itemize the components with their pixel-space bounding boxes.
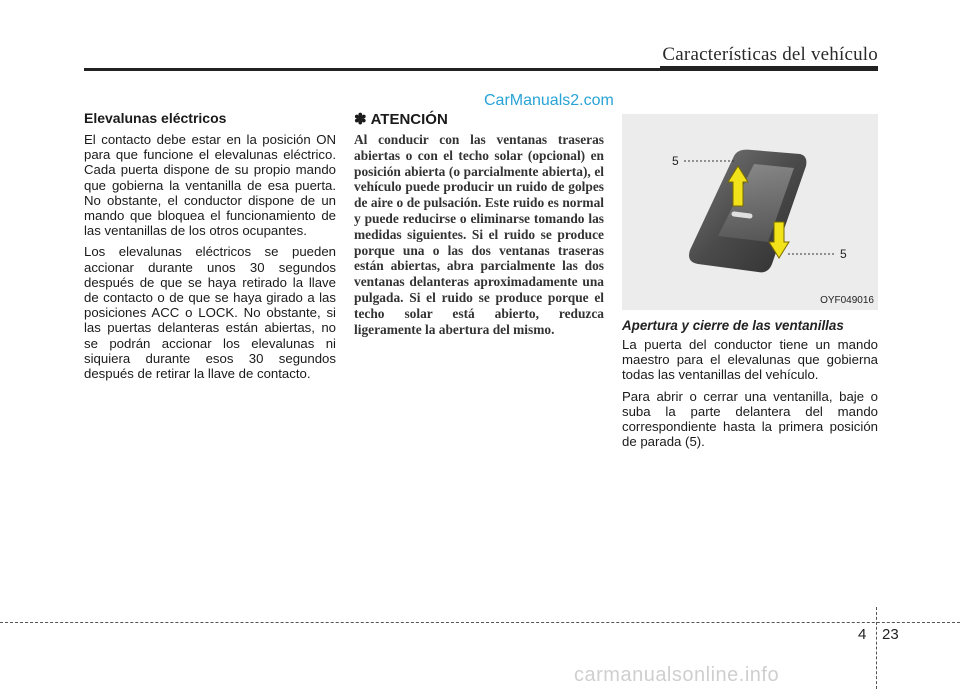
attention-text: Al conducir con las ventanas traseras abiertas o con el techo solar (opcional) en posición abierta (o parcialmente abierta), el vehículo puede producir un ruido de golpes de aire o de pulsación. Este ruido es normal y puede reducirse o eliminarse tomando las medidas siguientes. Si el ruido se produce porque una o las dos ventanas traseras están abiertas, abra parcialmente las dos ventanas delanteras aproximadamente una pulgada. Si el ruido se produce porque el techo solar está abierto, reduzca ligeramente la abertura del mismo. <box>354 132 604 337</box>
attention-heading <box>354 110 604 128</box>
footer-divider <box>876 607 877 689</box>
paragraph-1: El contacto debe estar en la posición ON para que funcione el elevalunas eléctrico. Cada puerta dispone de su propio mando que gobierna la ventanilla de esa puerta. No obstante, el conductor dispone de un mando que bloquea el funcionamiento de las ventanillas de los otros ocupantes. <box>84 132 336 239</box>
figure-caption: Apertura y cierre de las ventanillas <box>622 318 844 333</box>
column-left <box>84 110 336 387</box>
column-middle <box>354 110 604 337</box>
label-5-top: 5 <box>672 154 679 168</box>
page-number: 23 <box>882 626 899 643</box>
watermark-link-top[interactable]: CarManuals2.com <box>484 92 614 109</box>
paragraph-4: Para abrir o cerrar una ventanilla, baje o suba la parte delantera del mando correspondiente hasta la primera posición de parada (5). <box>622 388 878 450</box>
attention-title: ATENCIÓN <box>370 110 448 128</box>
header-rule-thick <box>660 66 878 71</box>
chapter-number: 4 <box>858 626 867 643</box>
window-switch-figure <box>622 114 878 310</box>
section-heading: Elevalunas eléctricos <box>84 110 227 126</box>
column-right <box>622 114 878 455</box>
switch-indicator <box>734 214 750 216</box>
label-5-bottom: 5 <box>840 247 847 261</box>
paragraph-2: Los elevalunas eléctricos se pueden accionar durante unos 30 segundos después de que se haya retirado la llave de contacto o de que se haya girado a las posiciones ACC o LOCK. No obstante, si las puertas delanteras están abiertas, no se podrán accionar los elevalunas ni siquiera durante esos 30 segundos después de retirar la llave de contacto. <box>84 244 336 382</box>
page-header-title: Características del vehículo <box>662 44 878 65</box>
figure-code: OYF049016 <box>820 295 874 306</box>
paragraph-3: La puerta del conductor tiene un mando maestro para el elevalunas que gobierna todas las ventanillas del vehículo. <box>622 337 878 383</box>
attention-icon: ✽ <box>354 111 367 128</box>
window-switch-illustration <box>622 114 878 310</box>
footer-rule <box>0 622 960 623</box>
watermark-link-bottom[interactable]: carmanualsonline.info <box>574 664 780 686</box>
